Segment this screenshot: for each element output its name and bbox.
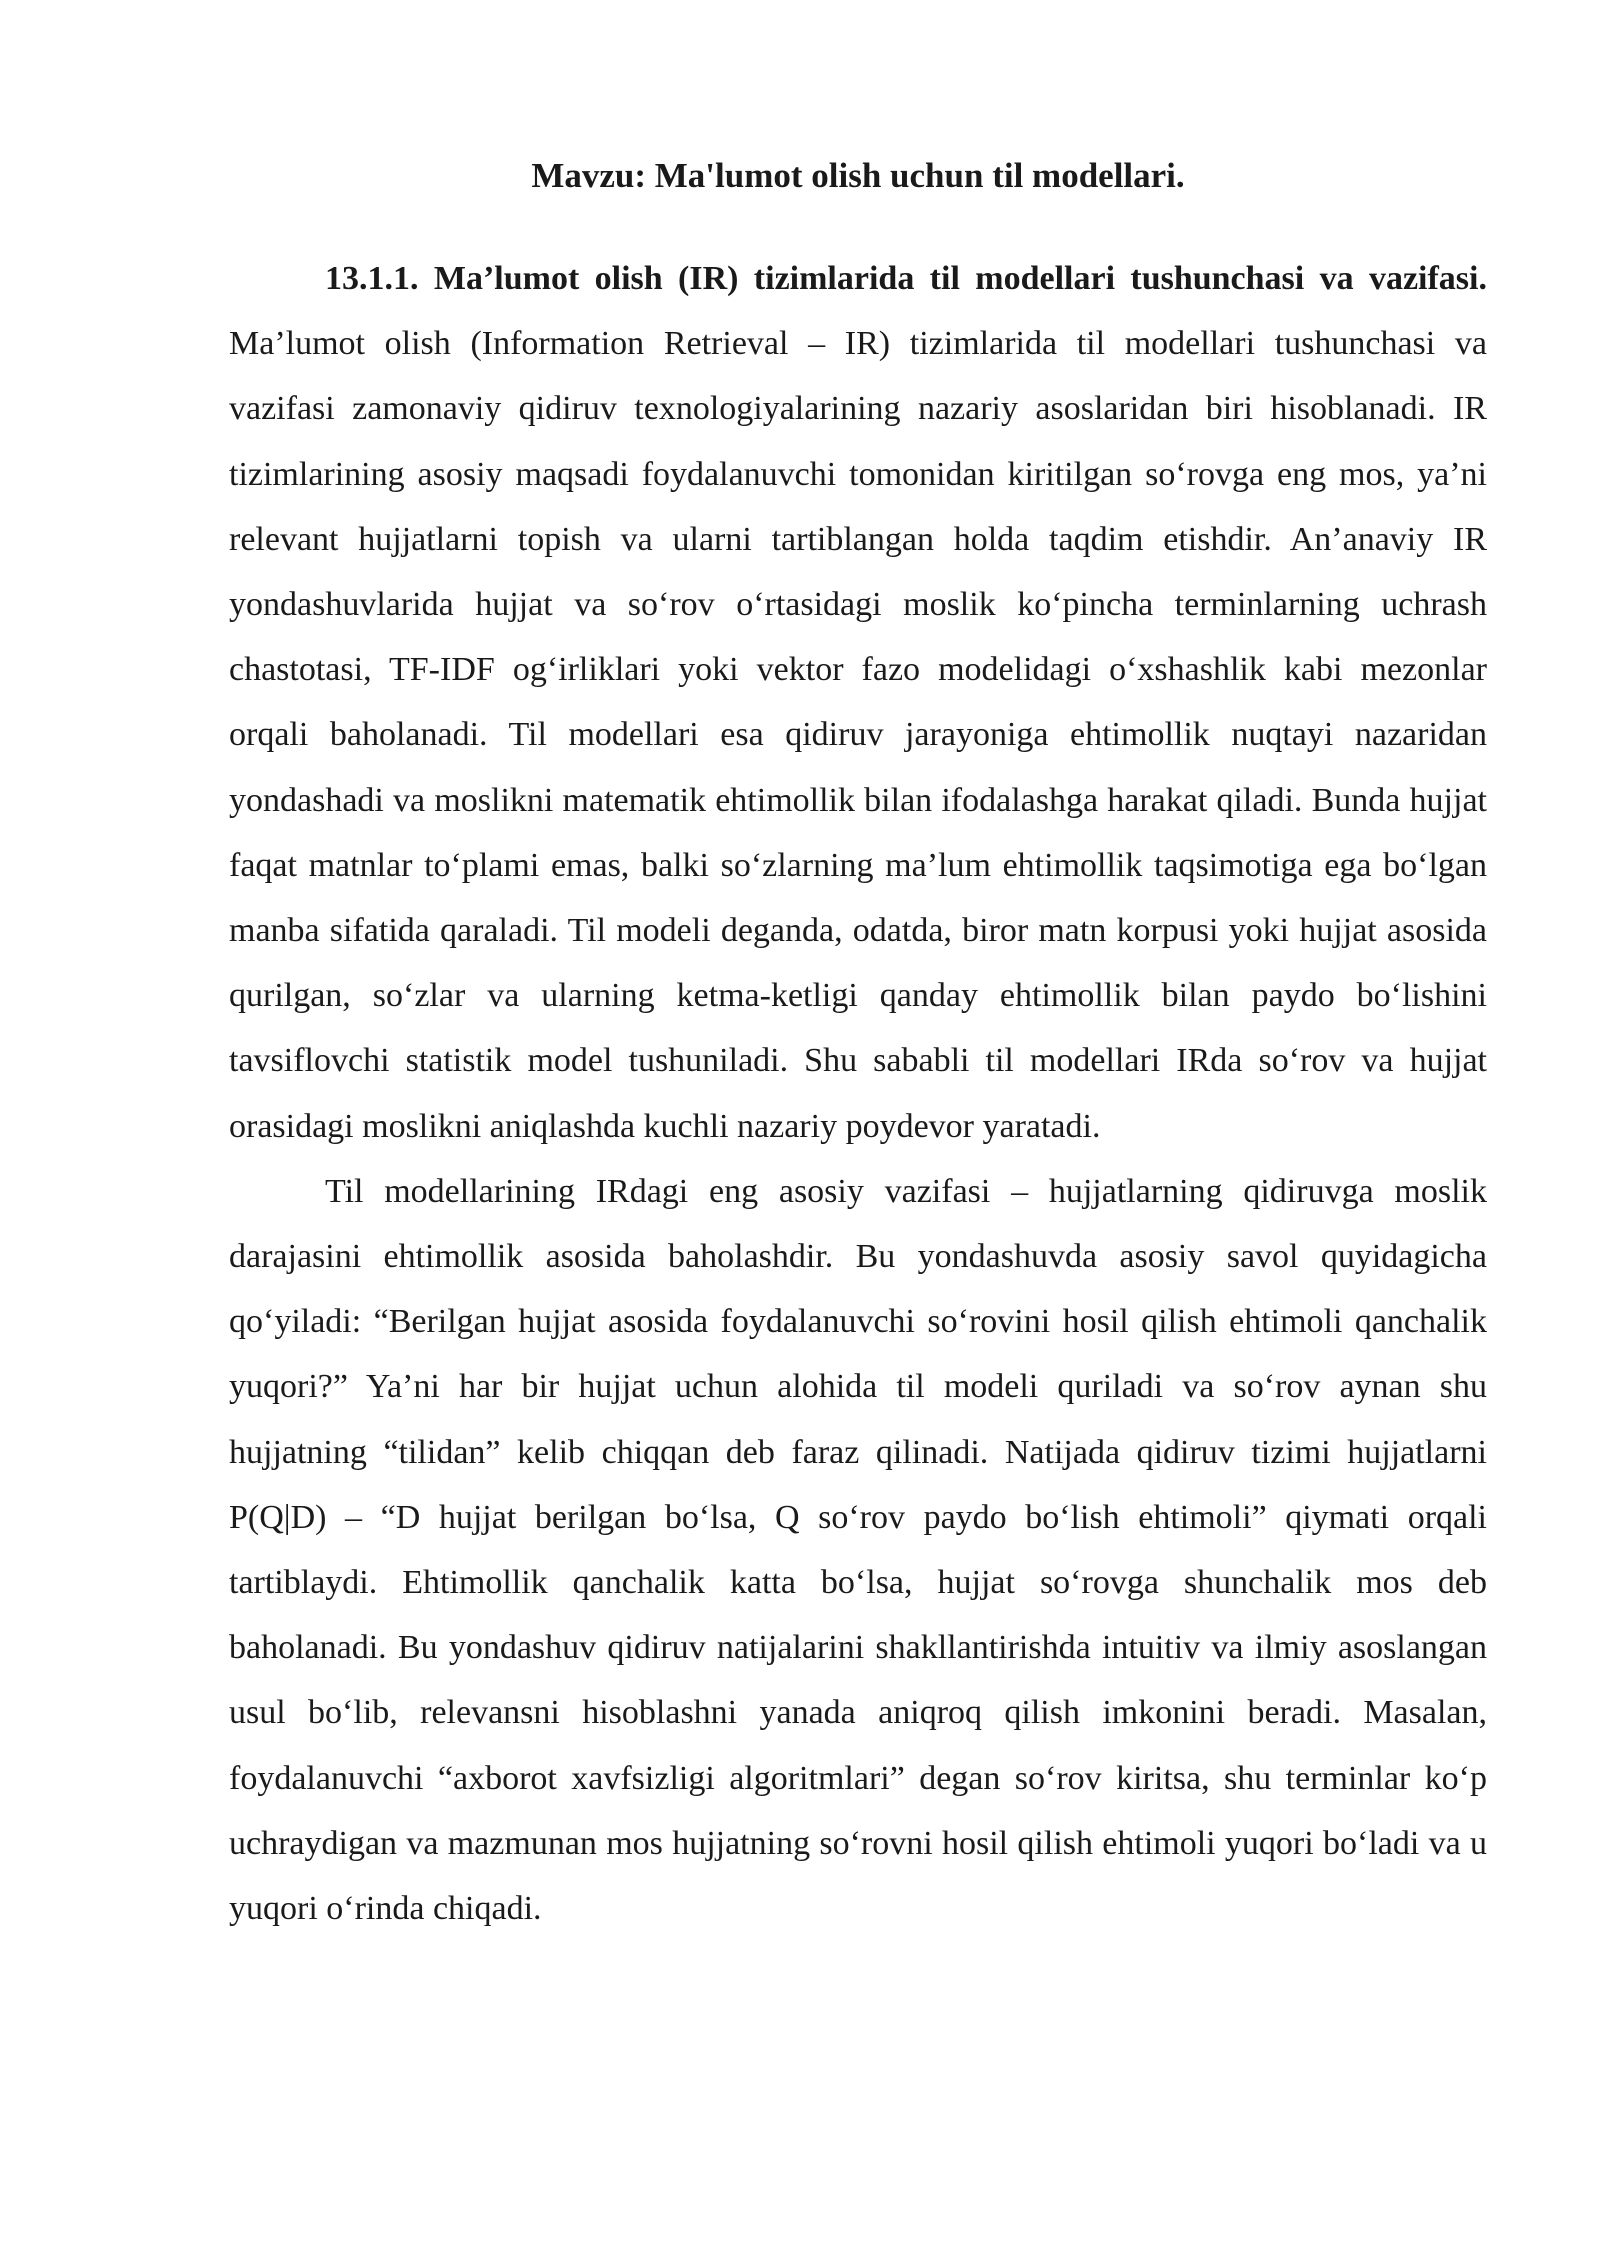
section-heading: 13.1.1. Ma’lumot olish (IR) tizimlarida til modellari tushunchasi va vazifasi. [325,260,1487,297]
document-title: Mavzu: Ma'lumot olish uchun til modellari. [531,156,1185,195]
document-page [229,150,1487,1941]
paragraph-1-text: Ma’lumot olish (Information Retrieval – IR) tizimlarida til modellari tushunchasi va vazifasi zamonaviy qidiruv texnologiyalarining nazariy asoslaridan biri hisoblanadi. IR tizimlarining asosiy maqsadi foydalanuvchi tomonidan kiritilgan so‘rovga eng mos, ya’ni relevant hujjatlarni topish va ularni tartiblangan holda taqdim etishdir. An’anaviy IR yondashuvlarida hujjat va so‘rov o‘rtasidagi moslik ko‘pincha terminlarning uchrash chastotasi, TF-IDF og‘irliklari yoki vektor fazo modelidagi o‘xshashlik kabi mezonlar orqali baholanadi. Til modellari esa qidiruv jarayoniga ehtimollik nuqtayi nazaridan yondashadi va moslikni matematik ehtimollik bilan ifodalashga harakat qiladi. Bunda hujjat faqat matnlar to‘plami emas, balki so‘zlarning ma’lum ehtimollik taqsimotiga ega bo‘lgan manba sifatida qaraladi. Til modeli deganda, odatda, biror matn korpusi yoki hujjat asosida qurilgan, so‘zlar va ularning ketma-ketligi qanday ehtimollik bilan paydo bo‘lishini tavsiflovchi statistik model tushuniladi. Shu sababli til modellari IRda so‘rov va hujjat orasidagi moslikni aniqlashda kuchli nazariy poydevor yaratadi. [229,325,1487,1145]
section-paragraph-2: Til modellarining IRdagi eng asosiy vazifasi – hujjatlarning qidiruvga moslik darajasini ehtimollik asosida baholashdir. Bu yondashuvda asosiy savol quyidagicha qo‘yiladi: “Berilgan hujjat asosida foydalanuvchi so‘rovini hosil qilish ehtimoli qanchalik yuqori?” Ya’ni har bir hujjat uchun alohida til modeli quriladi va so‘rov aynan shu hujjatning “tilidan” kelib chiqqan deb faraz qilinadi. Natijada qidiruv tizimi hujjatlarni P(Q|D) – “D hujjat berilgan bo‘lsa, Q so‘rov paydo bo‘lish ehtimoli” qiymati orqali tartiblaydi. Ehtimollik qanchalik katta bo‘lsa, hujjat so‘rovga shunchalik mos deb baholanadi. Bu yondashuv qidiruv natijalarini shakllantirishda intuitiv va ilmiy asoslangan usul bo‘lib, relevansni hisoblashni yanada aniqroq qilish imkonini beradi. Masalan, foydalanuvchi “axborot xavfsizligi algoritmlari” degan so‘rov kiritsa, shu terminlar ko‘p uchraydigan va mazmunan mos hujjatning so‘rovni hosil qilish ehtimoli yuqori bo‘ladi va u yuqori o‘rinda chiqadi. [229,1172,1487,1928]
section-paragraph-1 [229,246,1487,1159]
